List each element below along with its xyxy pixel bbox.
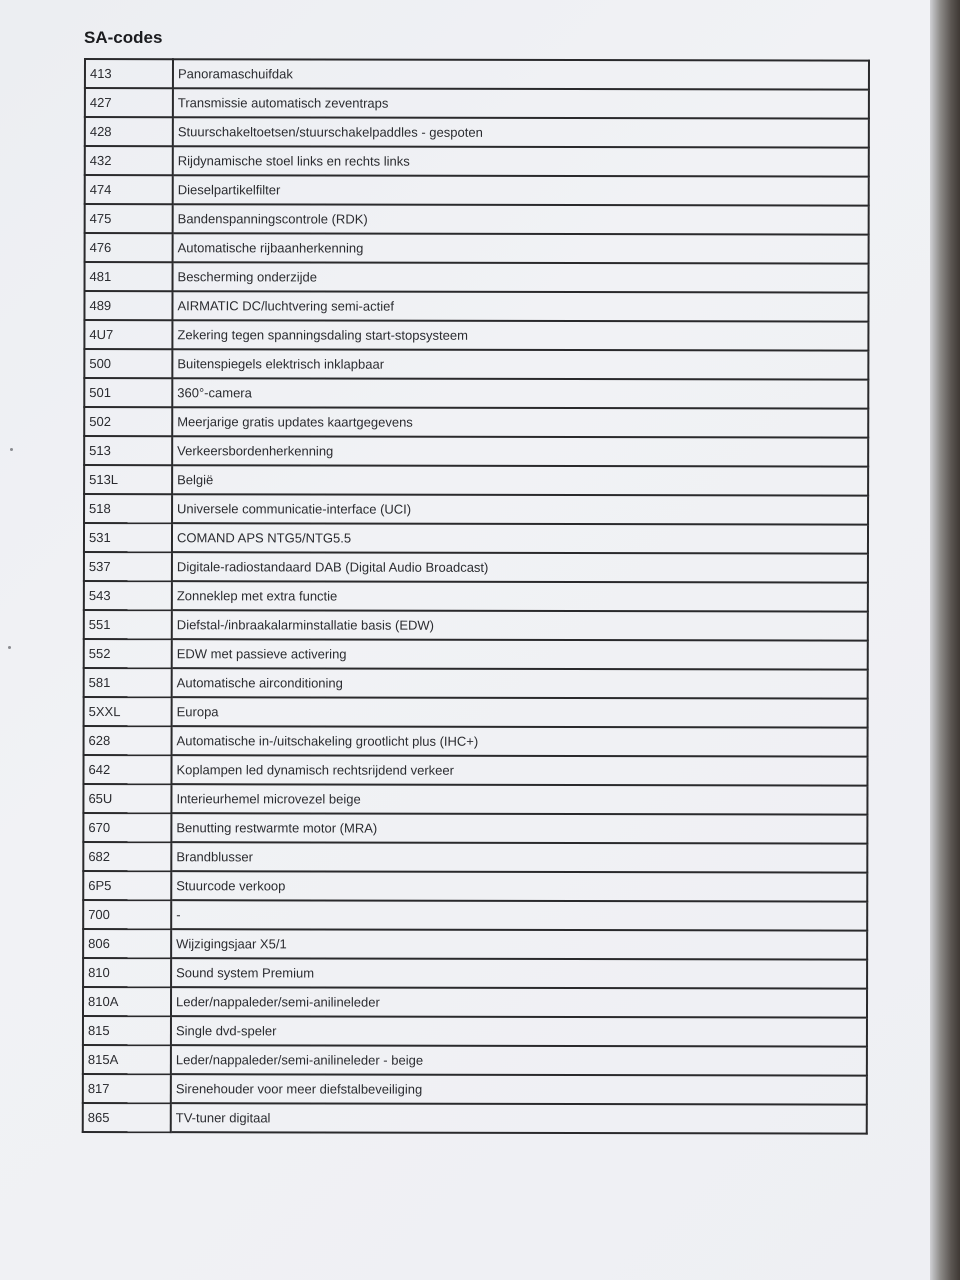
table-row bbox=[84, 407, 868, 438]
sa-code-cell: 518 bbox=[84, 494, 172, 523]
table-row bbox=[84, 465, 868, 496]
sa-description-cell: Bescherming onderzijde bbox=[173, 262, 869, 292]
sa-description-cell: Automatische rijbaanherkenning bbox=[173, 233, 869, 263]
sa-code-cell: 6P5 bbox=[83, 871, 171, 900]
table-row bbox=[85, 59, 869, 90]
sa-code-cell: 489 bbox=[84, 291, 172, 320]
sa-code-cell: 865 bbox=[83, 1103, 171, 1132]
sa-description-cell: Leder/nappaleder/semi-anilineleder - beige bbox=[171, 1045, 867, 1075]
sa-description-cell: - bbox=[171, 900, 867, 930]
sa-description-cell: AIRMATIC DC/luchtvering semi-actief bbox=[172, 291, 868, 321]
sa-description-cell: Universele communicatie-interface (UCI) bbox=[172, 494, 868, 524]
table-row bbox=[84, 668, 868, 699]
sa-code-cell: 481 bbox=[85, 262, 173, 291]
sa-description-cell: EDW met passieve activering bbox=[172, 639, 868, 669]
table-row bbox=[85, 88, 869, 119]
sa-codes-table-body bbox=[83, 59, 869, 1134]
sa-description-cell: Wijzigingsjaar X5/1 bbox=[171, 929, 867, 959]
sa-code-cell: 513 bbox=[84, 436, 172, 465]
sa-code-cell: 475 bbox=[85, 204, 173, 233]
table-row bbox=[83, 929, 867, 960]
sa-code-cell: 474 bbox=[85, 175, 173, 204]
table-row bbox=[84, 320, 868, 351]
sa-description-cell: Zonneklep met extra functie bbox=[172, 581, 868, 611]
sa-description-cell: Automatische airconditioning bbox=[172, 668, 868, 698]
sa-code-cell: 642 bbox=[83, 755, 171, 784]
sa-code-cell: 552 bbox=[84, 639, 172, 668]
paper-speck bbox=[10, 448, 13, 451]
sa-description-cell: Sound system Premium bbox=[171, 958, 867, 988]
table-row bbox=[83, 900, 867, 931]
table-row bbox=[83, 1074, 867, 1105]
sa-description-cell: Rijdynamische stoel links en rechts links bbox=[173, 146, 869, 176]
table-row bbox=[84, 349, 868, 380]
sa-code-cell: 682 bbox=[83, 842, 171, 871]
sa-description-cell: Diefstal-/inbraakalarminstallatie basis (EDW) bbox=[172, 610, 868, 640]
sa-description-cell: Panoramaschuifdak bbox=[173, 59, 869, 89]
table-row bbox=[83, 1103, 867, 1134]
sa-description-cell: België bbox=[172, 465, 868, 495]
sa-description-cell: Europa bbox=[172, 697, 868, 727]
sa-description-cell: Verkeersbordenherkenning bbox=[172, 436, 868, 466]
table-row bbox=[84, 610, 868, 641]
sa-description-cell: COMAND APS NTG5/NTG5.5 bbox=[172, 523, 868, 553]
sa-description-cell: Zekering tegen spanningsdaling start-stopsysteem bbox=[172, 320, 868, 350]
sa-code-cell: 428 bbox=[85, 117, 173, 146]
sa-code-cell: 476 bbox=[85, 233, 173, 262]
table-row bbox=[83, 842, 867, 873]
table-row bbox=[83, 987, 867, 1018]
table-row bbox=[84, 639, 868, 670]
table-row bbox=[83, 755, 867, 786]
sa-description-cell: Single dvd-speler bbox=[171, 1016, 867, 1046]
sa-description-cell: Dieselpartikelfilter bbox=[173, 175, 869, 205]
table-row bbox=[85, 262, 869, 293]
sa-description-cell: Brandblusser bbox=[171, 842, 867, 872]
sa-code-cell: 810A bbox=[83, 987, 171, 1016]
page-edge-shadow bbox=[930, 0, 960, 1280]
table-row bbox=[85, 117, 869, 148]
sa-description-cell: TV-tuner digitaal bbox=[171, 1103, 867, 1133]
sa-description-cell: Digitale-radiostandaard DAB (Digital Audio Broadcast) bbox=[172, 552, 868, 582]
table-row bbox=[84, 552, 868, 583]
table-row bbox=[85, 175, 869, 206]
table-row bbox=[83, 958, 867, 989]
table-row bbox=[83, 871, 867, 902]
sa-code-cell: 413 bbox=[85, 59, 173, 88]
sa-description-cell: Stuurschakeltoetsen/stuurschakelpaddles - gespoten bbox=[173, 117, 869, 147]
sa-code-cell: 427 bbox=[85, 88, 173, 117]
sa-codes-table bbox=[82, 58, 870, 1135]
table-row bbox=[85, 233, 869, 264]
table-row bbox=[83, 813, 867, 844]
sa-description-cell: Koplampen led dynamisch rechtsrijdend verkeer bbox=[171, 755, 867, 785]
sa-code-cell: 806 bbox=[83, 929, 171, 958]
sa-code-cell: 65U bbox=[83, 784, 171, 813]
sa-code-cell: 670 bbox=[83, 813, 171, 842]
sa-description-cell: Benutting restwarmte motor (MRA) bbox=[171, 813, 867, 843]
table-row bbox=[84, 726, 868, 757]
sa-description-cell: Meerjarige gratis updates kaartgegevens bbox=[172, 407, 868, 437]
sa-description-cell: 360°-camera bbox=[172, 378, 868, 408]
table-row bbox=[84, 494, 868, 525]
table-row bbox=[84, 291, 868, 322]
page-title: SA-codes bbox=[84, 28, 163, 47]
sa-code-cell: 810 bbox=[83, 958, 171, 987]
paper-speck bbox=[8, 646, 11, 649]
sa-code-cell: 551 bbox=[84, 610, 172, 639]
table-row bbox=[84, 581, 868, 612]
sa-code-cell: 628 bbox=[84, 726, 172, 755]
sa-code-cell: 815A bbox=[83, 1045, 171, 1074]
sa-code-cell: 531 bbox=[84, 523, 172, 552]
table-row bbox=[83, 784, 867, 815]
sa-description-cell: Leder/nappaleder/semi-anilineleder bbox=[171, 987, 867, 1017]
sa-description-cell: Buitenspiegels elektrisch inklapbaar bbox=[172, 349, 868, 379]
sa-code-cell: 500 bbox=[84, 349, 172, 378]
sa-code-cell: 502 bbox=[84, 407, 172, 436]
table-row bbox=[83, 1016, 867, 1047]
table-row bbox=[84, 523, 868, 554]
sa-code-cell: 513L bbox=[84, 465, 172, 494]
sa-code-cell: 501 bbox=[84, 378, 172, 407]
sa-description-cell: Transmissie automatisch zeventraps bbox=[173, 88, 869, 118]
table-row bbox=[84, 697, 868, 728]
sa-code-cell: 432 bbox=[85, 146, 173, 175]
table-row bbox=[84, 436, 868, 467]
sa-code-cell: 700 bbox=[83, 900, 171, 929]
sa-code-cell: 581 bbox=[84, 668, 172, 697]
sa-description-cell: Automatische in-/uitschakeling grootlicht plus (IHC+) bbox=[172, 726, 868, 756]
table-row bbox=[84, 378, 868, 409]
sa-description-cell: Interieurhemel microvezel beige bbox=[171, 784, 867, 814]
sa-description-cell: Stuurcode verkoop bbox=[171, 871, 867, 901]
sa-code-cell: 5XXL bbox=[84, 697, 172, 726]
table-row bbox=[85, 204, 869, 235]
sa-code-cell: 817 bbox=[83, 1074, 171, 1103]
sa-code-cell: 537 bbox=[84, 552, 172, 581]
table-row bbox=[83, 1045, 867, 1076]
sa-code-cell: 815 bbox=[83, 1016, 171, 1045]
sa-description-cell: Bandenspanningscontrole (RDK) bbox=[173, 204, 869, 234]
sa-description-cell: Sirenehouder voor meer diefstalbeveiliging bbox=[171, 1074, 867, 1104]
sa-code-cell: 543 bbox=[84, 581, 172, 610]
table-row bbox=[85, 146, 869, 177]
sa-code-cell: 4U7 bbox=[84, 320, 172, 349]
